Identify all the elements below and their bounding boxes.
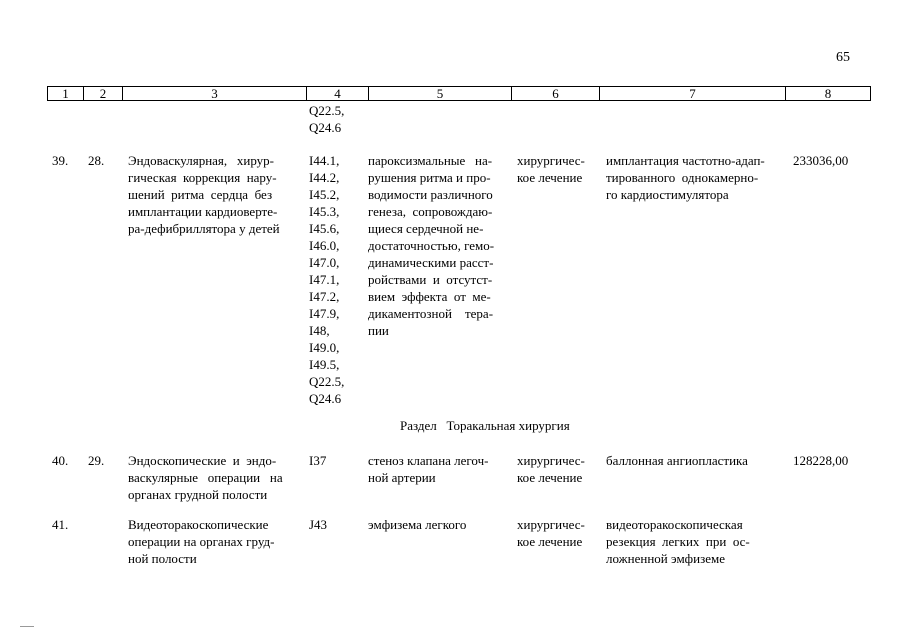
diagnosis: пароксизмальные на- (368, 153, 493, 168)
treatment-type: кое лечение (517, 470, 583, 485)
treatment-method: тированного однокамерно- (606, 170, 759, 185)
diagnosis: ройствами и отсутст- (368, 272, 493, 287)
icd-code: Q24.6 (309, 391, 342, 406)
icd-code: I46.0, (309, 238, 340, 253)
treatment-type: хирургичес- (517, 517, 585, 532)
treatment-method: резекция легких при ос- (606, 534, 750, 549)
procedure-name: Видеоторакоскопические (128, 517, 269, 532)
procedure-name: Эндоваскулярная, хирур- (128, 153, 275, 168)
procedure-name: органах грудной полости (128, 487, 268, 502)
price: 233036,00 (793, 153, 849, 168)
procedure-name: васкулярные операции на (128, 470, 283, 485)
icd-code: I48, (309, 323, 330, 338)
treatment-type: хирургичес- (517, 453, 585, 468)
section-title: Раздел Торакальная хирургия (400, 418, 570, 433)
diagnosis: достаточностью, гемо- (368, 238, 495, 253)
icd-code: Q22.5, (309, 374, 345, 389)
procedure-name: имплантации кардиоверте- (128, 204, 278, 219)
treatment-method: видеоторакоскопическая (606, 517, 743, 532)
icd-code: I45.2, (309, 187, 340, 202)
diagnosis: динамическими расст- (368, 255, 494, 270)
icd-code: I45.6, (309, 221, 340, 236)
procedure-name: операции на органах груд- (128, 534, 275, 549)
diagnosis: водимости различного (368, 187, 493, 202)
diagnosis: пии (368, 323, 389, 338)
icd-code: I44.2, (309, 170, 340, 185)
continuation-code: Q22.5, (309, 103, 345, 118)
procedure-name: гическая коррекция нару- (128, 170, 277, 185)
treatment-method: ложненной эмфиземе (606, 551, 725, 566)
row-sub-number: 28. (88, 153, 105, 168)
treatment-type: кое лечение (517, 170, 583, 185)
diagnosis: рушения ритма и про- (368, 170, 491, 185)
diagnosis: эмфизема легкого (368, 517, 467, 532)
column-4-header: 4 (306, 86, 369, 101)
column-2-header: 2 (83, 86, 123, 101)
icd-code: I47.1, (309, 272, 340, 287)
icd-code: I49.0, (309, 340, 340, 355)
procedure-name: шений ритма сердца без (128, 187, 273, 202)
procedure-name: ра-дефибриллятора у детей (128, 221, 280, 236)
icd-code: I47.0, (309, 255, 340, 270)
icd-code: I47.2, (309, 289, 340, 304)
treatment-method: имплантация частотно-адап- (606, 153, 765, 168)
page-number: 65 (836, 50, 850, 65)
diagnosis: ной артерии (368, 470, 436, 485)
column-1-header: 1 (47, 86, 84, 101)
icd-code: J43 (309, 517, 328, 532)
diagnosis: щиеся сердечной не- (368, 221, 484, 236)
treatment-method: го кардиостимулятора (606, 187, 729, 202)
row-number: 39. (52, 153, 69, 168)
procedure-name: Эндоскопические и эндо- (128, 453, 277, 468)
column-number-header (47, 86, 871, 101)
icd-code: I37 (309, 453, 327, 468)
row-sub-number: 29. (88, 453, 105, 468)
column-3-header: 3 (122, 86, 307, 101)
column-6-header: 6 (511, 86, 600, 101)
diagnosis: генеза, сопровождаю- (368, 204, 493, 219)
column-8-header: 8 (785, 86, 871, 101)
diagnosis: вием эффекта от ме- (368, 289, 491, 304)
icd-code: I44.1, (309, 153, 340, 168)
treatment-type: кое лечение (517, 534, 583, 549)
treatment-method: баллонная ангиопластика (606, 453, 748, 468)
scan-mark (20, 626, 34, 627)
price: 128228,00 (793, 453, 849, 468)
icd-code: I47.9, (309, 306, 340, 321)
diagnosis: стеноз клапана легоч- (368, 453, 489, 468)
row-number: 40. (52, 453, 69, 468)
procedure-name: ной полости (128, 551, 197, 566)
column-7-header: 7 (599, 86, 786, 101)
row-number: 41. (52, 517, 69, 532)
treatment-type: хирургичес- (517, 153, 585, 168)
icd-code: I49.5, (309, 357, 340, 372)
column-5-header: 5 (368, 86, 512, 101)
continuation-code: Q24.6 (309, 120, 342, 135)
icd-code: I45.3, (309, 204, 340, 219)
diagnosis: дикаментозной тера- (368, 306, 494, 321)
